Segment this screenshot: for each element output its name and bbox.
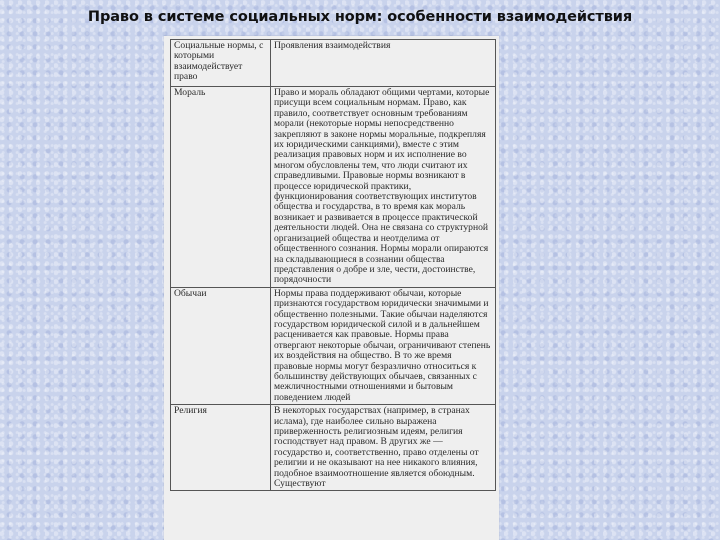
norms-interaction-table <box>170 39 496 491</box>
header-social-norms <box>171 40 271 87</box>
norm-name: Религия <box>174 405 207 417</box>
header-manifestations-text: Проявления взаимодействия <box>274 40 391 51</box>
header-manifestations <box>271 40 496 87</box>
scanned-table-image <box>164 36 499 540</box>
table-header-row <box>171 40 496 87</box>
norm-cell <box>171 287 271 404</box>
table-row <box>171 87 496 288</box>
norm-cell <box>171 405 271 491</box>
table-row <box>171 405 496 491</box>
interaction-cell <box>271 87 496 288</box>
norm-name: Обычаи <box>174 287 207 299</box>
header-social-norms-text: Социальные нормы, с которыми взаимодействует право <box>174 40 264 83</box>
slide-title: Право в системе социальных норм: особенности взаимодействия <box>87 9 633 25</box>
interaction-text: Нормы права поддерживают обычаи, которые признаются государством юридически значимыми и общественно полезными. Такие обычаи наделяются государством юридической силой и в дальнейшем расценивается как правовые. Нормы права отвергают некоторые обычаи, ограничивают степень их воздействия на общество. В то же время правовые нормы могут безразлично относиться к большинству действующих обычаев, связанных с межличностными отношениями и бытовым поведением людей <box>274 287 491 403</box>
interaction-text: В некоторых государствах (например, в странах ислама), где наиболее сильно выражена приверженность религиозным идеям, религия господствует над правом. В других же — государство и, соответственно, право отделены от религии и не оказывают на нее никакого влияния, подобное взаимоотношение является обоюдным. Существуют <box>274 405 479 490</box>
norm-cell <box>171 87 271 288</box>
interaction-cell <box>271 405 496 491</box>
interaction-text: Право и мораль обладают общими чертами, которые присущи всем социальным нормам. Право, как правило, соответствует основным требованиям морали (некоторые нормы непосредственно закрепляют в законе нормы моральные, подкрепляя их юридическими санкциями), вместе с этим реализация правовых норм и их исполнение во многом обусловлены тем, что люди считают их справедливыми. Правовые нормы возникают в процессе юридической практики, функционирования соответствующих институтов общества и государства, в то время как мораль возникает и развивается в процессе практической деятельности людей. Она не связана со структурной организацией общества и неотделима от общественного сознания. Нормы морали опираются на складывающиеся в сознании общества представления о добре и зле, чести, достоинстве, порядочности <box>274 87 490 286</box>
table-row <box>171 287 496 404</box>
norm-name: Мораль <box>174 87 206 98</box>
interaction-cell <box>271 287 496 404</box>
